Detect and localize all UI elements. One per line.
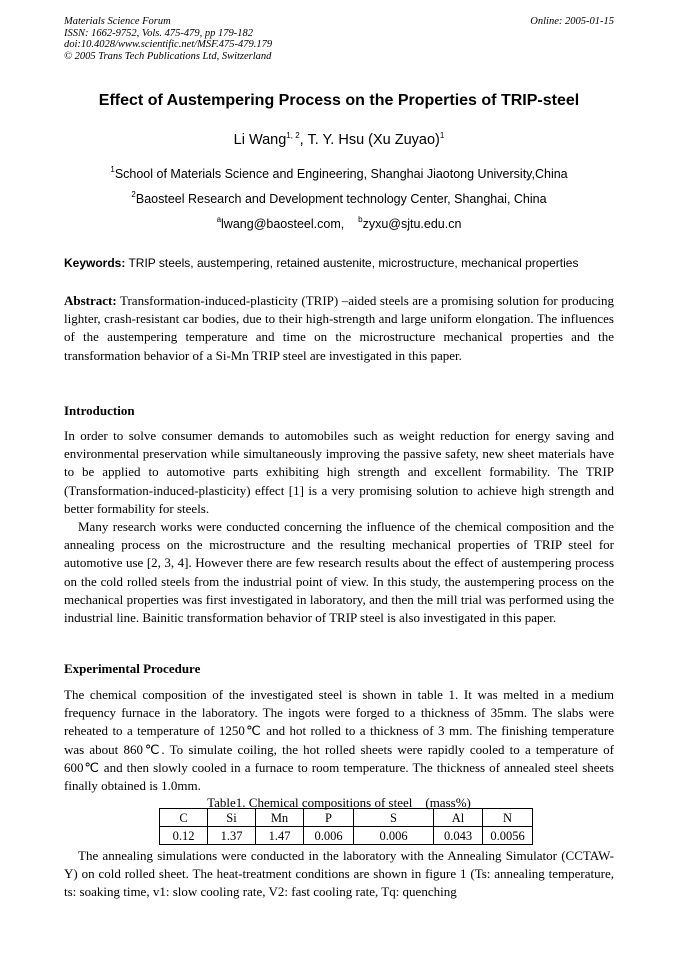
table-row bbox=[160, 827, 533, 845]
chemical-composition-table bbox=[159, 808, 533, 845]
table-cell: 0.006 bbox=[304, 827, 354, 845]
email-sup: b bbox=[358, 215, 363, 224]
abstract-text: Transformation-induced-plasticity (TRIP) –aided steels are a promising solution for producing lighter, crash-resistant car bodies, due to their high-strength and large uniform elongation. The influences of the austempering temperature and time on the microstructure mechanical properties and the transformation behavior of a Si-Mn TRIP steel are investigated in this paper. bbox=[64, 293, 614, 363]
table-caption: Table1. Chemical compositions of steel (mass%) bbox=[207, 795, 471, 810]
table-header-cell: P bbox=[304, 809, 354, 827]
keywords-label: Keywords: bbox=[64, 256, 126, 270]
keywords-line bbox=[64, 256, 616, 270]
experimental-heading: Experimental Procedure bbox=[64, 661, 201, 676]
affiliation-sup: 1 bbox=[110, 165, 115, 174]
copyright-line: © 2005 Trans Tech Publications Ltd, Switzerland bbox=[64, 50, 272, 62]
keywords-text: TRIP steels, austempering, retained austenite, microstructure, mechanical properties bbox=[125, 256, 579, 270]
introduction-heading: Introduction bbox=[64, 403, 135, 418]
table-header-cell: N bbox=[483, 809, 533, 827]
affiliation-text: Baosteel Research and Development technology Center, Shanghai, China bbox=[135, 192, 547, 206]
table-header-cell: Mn bbox=[256, 809, 304, 827]
journal-header bbox=[64, 16, 272, 62]
introduction-paragraph-2: Many research works were conducted concerning the influence of the chemical composition and the annealing process on the microstructure and the resulting mechanical properties of TRIP steel for automotive use [2, 3, 4]. However there are few research results about the effect of austempering process on the cold rolled steels from the industrial point of view. In this study, the austempering process on the mechanical properties was first investigated in laboratory, and then the mill trial was performed using the industrial line. Bainitic transformation behavior of TRIP steel is also investigated in this paper. bbox=[64, 519, 614, 626]
table-cell: 1.37 bbox=[208, 827, 256, 845]
affiliation-sup: 2 bbox=[131, 190, 136, 199]
table-cell: 0.12 bbox=[160, 827, 208, 845]
email-sup: a bbox=[216, 215, 222, 224]
experimental-paragraph-1: The chemical composition of the investigated steel is shown in table 1. It was melted in a medium frequency furnace in the laboratory. The ingots were forged to a thickness of 35mm. The slabs were reheated to a temperature of 1250℃ and hot rolled to a thickness of 3 mm. The finishing temperature was about 860℃. To simulate coiling, the hot rolled sheets were rapidly cooled to a temperature of 600℃ and then slowly cooled in a furnace to room temperature. The thickness of annealed steel sheets finally obtained is 1.0mm. bbox=[64, 687, 614, 794]
table-cell: 1.47 bbox=[256, 827, 304, 845]
authors-line bbox=[0, 132, 678, 148]
online-date: Online: 2005-01-15 bbox=[530, 16, 614, 27]
author-name: T. Y. Hsu (Xu Zuyao) bbox=[307, 132, 440, 148]
email-address[interactable]: zyxu@sjtu.edu.cn bbox=[362, 217, 462, 231]
emails-line bbox=[0, 217, 678, 231]
table-cell: 0.043 bbox=[434, 827, 483, 845]
author-affil-sup: 1, 2 bbox=[286, 131, 300, 140]
paper-title: Effect of Austempering Process on the Properties of TRIP-steel bbox=[98, 92, 580, 109]
table-cell: 0.0056 bbox=[483, 827, 533, 845]
affiliation-text: School of Materials Science and Engineering, Shanghai Jiaotong University,China bbox=[114, 167, 568, 181]
introduction-paragraph-1: In order to solve consumer demands to automobiles such as weight reduction for energy saving and environmental preservation while simultaneously improving the passive safety, new sheet materials have to be applied to automotive parts exhibiting high strength and excellent formability. The TRIP (Transformation-induced-plasticity) effect [1] is a very promising solution to achieve high strength and better formability for steels. bbox=[64, 428, 614, 516]
issn-line: ISSN: 1662-9752, Vols. 475-479, pp 179-182 bbox=[64, 27, 253, 39]
table-header-cell: Si bbox=[208, 809, 256, 827]
email-address[interactable]: lwang@baosteel.com, bbox=[221, 217, 345, 231]
journal-name: Materials Science Forum bbox=[64, 16, 171, 27]
table-header-cell: S bbox=[354, 809, 434, 827]
abstract-paragraph bbox=[64, 292, 614, 365]
experimental-paragraph-2: The annealing simulations were conducted in the laboratory with the Annealing Simulator (CCTAW-Y) on cold rolled sheet. The heat-treatment conditions are shown in figure 1 (Ts: annealing temperature, ts: soaking time, v1: slow cooling rate, V2: fast cooling rate, Tq: quenching bbox=[64, 848, 614, 900]
affiliation-1 bbox=[0, 167, 678, 181]
abstract-label: Abstract: bbox=[64, 293, 117, 308]
author-separator: , bbox=[299, 132, 308, 148]
affiliation-2 bbox=[0, 192, 678, 206]
author-affil-sup: 1 bbox=[439, 131, 445, 140]
table-header-row bbox=[160, 809, 533, 827]
table-header-cell: Al bbox=[434, 809, 483, 827]
table-cell: 0.006 bbox=[354, 827, 434, 845]
doi-line[interactable]: doi:10.4028/www.scientific.net/MSF.475-479.179 bbox=[64, 39, 273, 50]
author-name: Li Wang bbox=[233, 132, 287, 148]
table-header-cell: C bbox=[160, 809, 208, 827]
